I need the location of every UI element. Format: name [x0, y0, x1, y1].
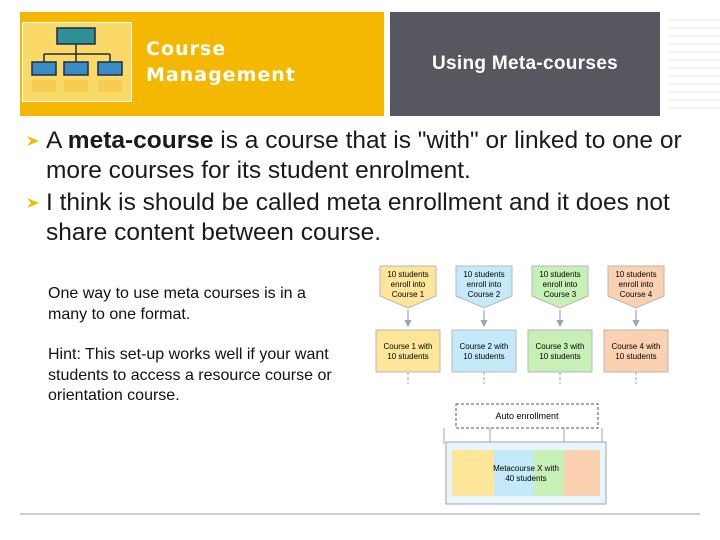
course-box-1-line2: 10 students: [387, 352, 429, 361]
enroll-box-2: [456, 266, 512, 308]
enroll-box-3-line2: enroll into: [542, 280, 578, 289]
enroll-box-1-line1: 10 students: [387, 270, 429, 279]
enroll-box-2-line2: enroll into: [466, 280, 502, 289]
bullet-text: is a course that is "with" or linked to one or more courses for its student enrolment.: [46, 127, 682, 184]
course-box-4: [604, 330, 668, 372]
auto-enrollment-label: Auto enrollment: [495, 411, 559, 421]
bullet-arrow-icon: [26, 135, 40, 147]
hint-paragraph: Hint: This set-up works well if your want students to access a resource course or orientation course.: [48, 346, 332, 404]
metacourse-line2: 40 students: [505, 474, 547, 483]
decorative-lines-icon: [668, 12, 720, 116]
note-paragraph: One way to use meta courses is in a many to one format.: [48, 285, 306, 323]
enroll-box-2-line3: Course 2: [467, 290, 501, 299]
auto-enrollment-box: [456, 404, 598, 428]
note-text: [48, 284, 348, 427]
course-box-3-line2: 10 students: [539, 352, 581, 361]
enroll-box-3-line3: Course 3: [543, 290, 577, 299]
section-title-line1: Course: [146, 38, 227, 60]
course-box-1-line1: Course 1 with: [383, 342, 433, 351]
enroll-box-3: [532, 266, 588, 308]
enroll-box-1: [380, 266, 436, 308]
enroll-box-4: [608, 266, 664, 308]
course-box-2: [452, 330, 516, 372]
slide-title: Using Meta-courses: [432, 53, 618, 74]
course-box-2-line2: 10 students: [463, 352, 505, 361]
bullet-bold-term: meta-course: [67, 127, 214, 154]
bullet-arrow-icon: [26, 197, 40, 209]
course-box-3: [528, 330, 592, 372]
bullet-item: [26, 188, 706, 248]
bullet-prefix: A: [46, 127, 68, 154]
enroll-box-3-line1: 10 students: [539, 270, 581, 279]
footer-divider: [20, 513, 700, 515]
enroll-box-4-line1: 10 students: [615, 270, 657, 279]
enroll-box-1-line3: Course 1: [391, 290, 425, 299]
bullet-list: [26, 126, 706, 250]
org-chart-icon: [22, 22, 132, 102]
section-title: [146, 36, 296, 88]
enroll-box-4-line3: Course 4: [619, 290, 653, 299]
enroll-box-4-line2: enroll into: [618, 280, 654, 289]
course-box-4-line2: 10 students: [615, 352, 657, 361]
bullet-text: I think is should be called meta enrollment and it does not share content between course.: [46, 189, 670, 246]
enroll-arrows: [408, 310, 636, 326]
meta-course-diagram: [370, 262, 670, 512]
bullet-item: [26, 126, 706, 186]
course-box-1: [376, 330, 440, 372]
section-title-line2: Management: [146, 64, 296, 86]
link-lines: [408, 372, 636, 384]
enroll-box-2-line1: 10 students: [463, 270, 505, 279]
course-box-3-line1: Course 3 with: [535, 342, 585, 351]
course-box-2-line1: Course 2 with: [459, 342, 509, 351]
course-box-4-line1: Course 4 with: [611, 342, 661, 351]
metacourse-box: [446, 442, 606, 504]
enroll-box-1-line2: enroll into: [390, 280, 426, 289]
metacourse-line1: Metacourse X with: [493, 464, 559, 473]
